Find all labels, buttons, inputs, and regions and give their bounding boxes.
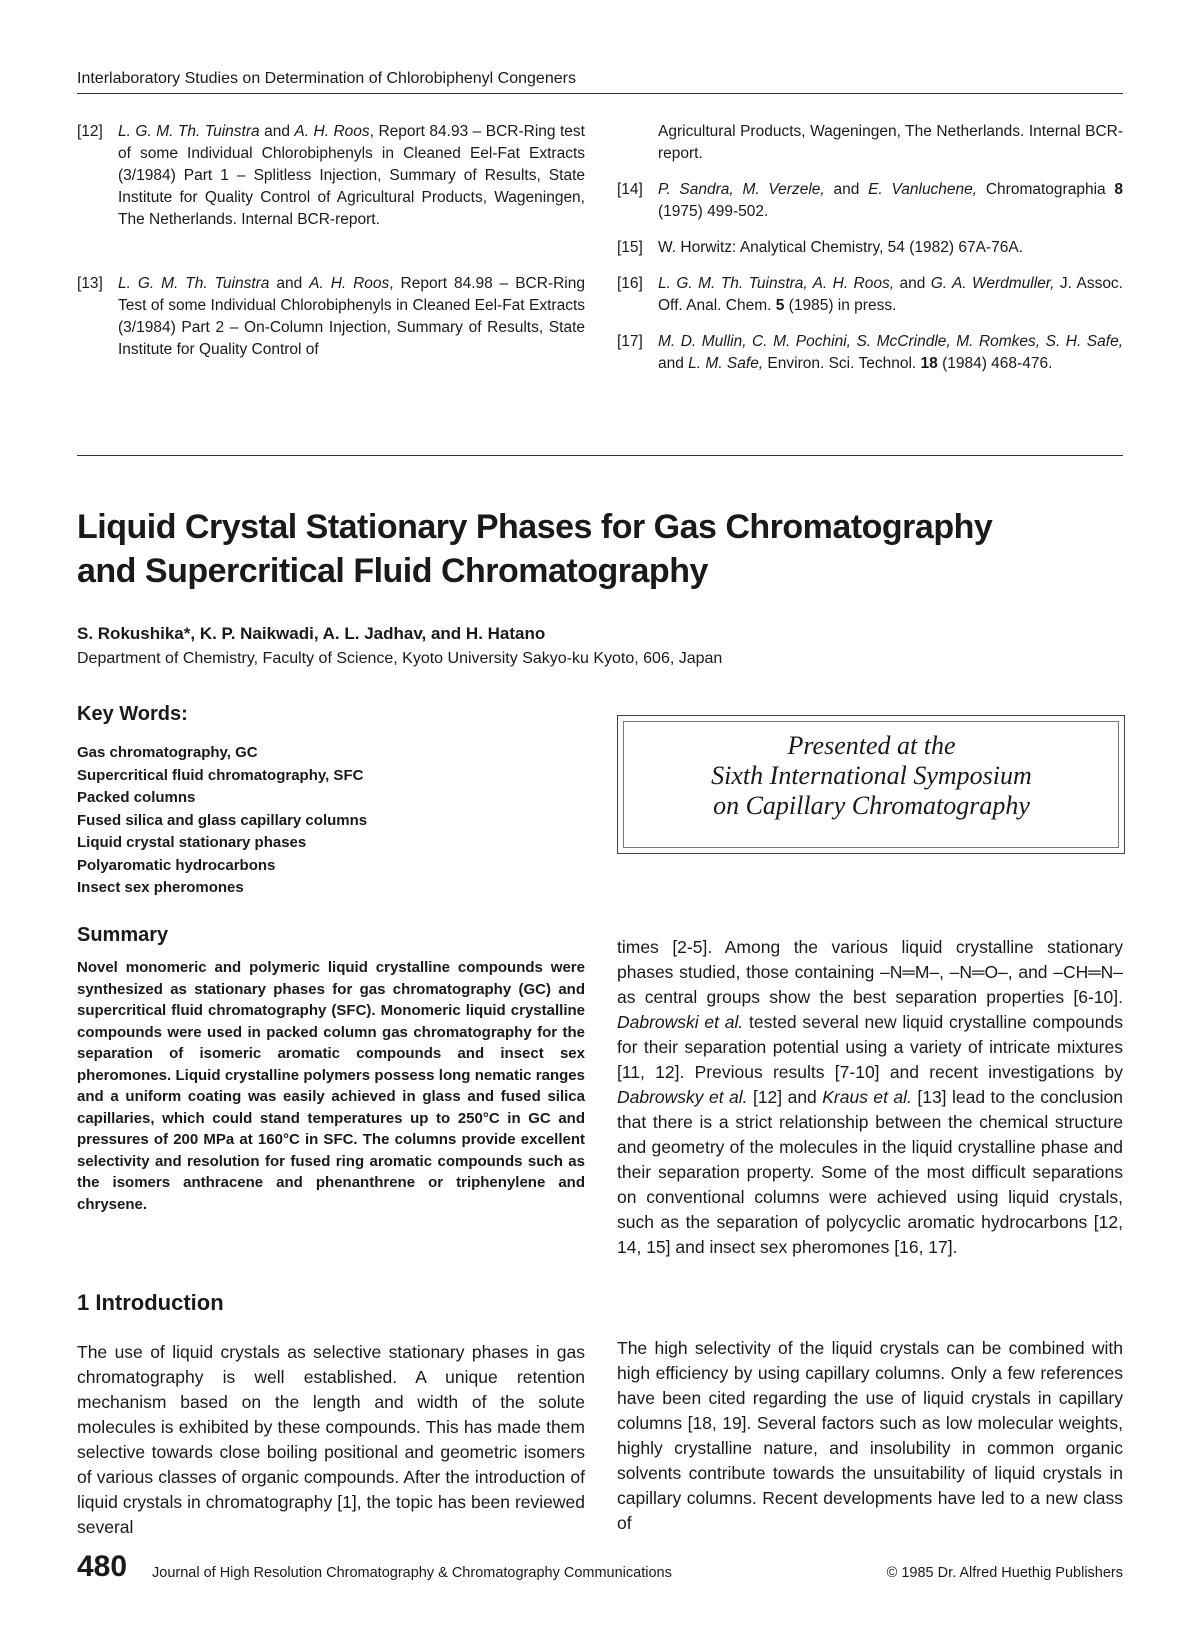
reference-and: and [269,275,310,292]
cited-authors: Kraus et al. [822,1087,912,1107]
reference-15 [617,237,1123,259]
body-paragraph [617,935,1123,1260]
symposium-line: Sixth International Symposium [711,761,1032,790]
symposium-note [617,731,1126,821]
reference-details: Environ. Sci. Technol. [763,355,921,372]
key-word: Polyaromatic hydrocarbons [77,856,276,874]
header-rule [77,93,1123,94]
reference-number: [13] [77,275,103,292]
references-right [617,121,1123,389]
reference-details: (1985) in press. [784,297,897,314]
reference-details: (1984) 468-476. [937,355,1053,372]
reference-16 [617,273,1123,317]
key-word: Supercritical fluid chromatography, SFC [77,766,364,784]
references-left [77,121,585,375]
reference-details: Chromatographia [977,181,1115,198]
reference-text [118,121,585,231]
reference-text [658,331,1123,375]
author-affiliation: Department of Chemistry, Faculty of Science, Kyoto University Sakyo-ku Kyoto, 606, Japan [77,650,723,667]
reference-number: [17] [617,333,643,350]
reference-authors: P. Sandra, M. Verzele, [658,181,825,198]
reference-13 [77,273,585,361]
article-title [77,505,1137,593]
reference-text [118,273,585,361]
page-number: 480 [77,1550,128,1583]
running-header: Interlaboratory Studies on Determination of Chlorobiphenyl Congeners [77,70,576,87]
summary-heading: Summary [77,924,169,946]
reference-number: [16] [617,275,643,292]
reference-authors: L. G. M. Th. Tuinstra, A. H. Roos, [658,275,895,292]
reference-authors: A. H. Roos [294,123,370,140]
key-words-list [77,742,367,900]
introduction-text: The use of liquid crystals as selective stationary phases in gas chromatography is well established. A unique retention mechanism based on the length and width of the solute molecules is exhibited by these compounds. This has made them selective towards close boiling positional and geometric isomers of various classes of organic compounds. After the introduction of liquid crystals in chromatography [1], the topic has been reviewed several [77,1342,585,1537]
reference-and: and [259,123,295,140]
reference-authors: M. D. Mullin, C. M. Pochini, S. McCrindle, M. Romkes, S. H. Safe, [658,333,1123,350]
reference-details: (1975) 499-502. [658,203,769,220]
reference-number: [15] [617,239,643,256]
reference-text [658,179,1123,223]
reference-authors: A. H. Roos [309,275,390,292]
title-line: Liquid Crystal Stationary Phases for Gas Chromatography [77,508,993,546]
reference-text [658,273,1123,317]
article-authors: S. Rokushika*, K. P. Naikwadi, A. L. Jadhav, and H. Hatano [77,624,546,643]
key-word: Insect sex pheromones [77,879,244,896]
reference-authors: G. A. Werdmuller, [930,275,1055,292]
key-word: Packed columns [77,789,196,806]
cited-authors: Dabrowski et al. [617,1012,744,1032]
body-text: tested several new liquid crystalline compounds for their separation potential using a variety of intricate mixtures [11, 12]. Previous results [7-10] and recent investigations by [617,1012,1123,1082]
reference-volume: 5 [775,297,785,314]
reference-authors: E. Vanluchene, [868,181,978,198]
body-text: [12] and [747,1087,823,1107]
body-text: [13] lead to the conclusion that there is a strict relationship between the chemical structure and geometry of the molecules in the liquid crystalline phase and their separation property. Some of the most difficult separations on conventional columns were achieved using liquid crystals, such as the separation of polycyclic aromatic hydrocarbons [12, 14, 15] and insect sex pheromones [16, 17]. [617,1087,1123,1257]
reference-volume: 18 [920,355,938,372]
body-paragraph: The high selectivity of the liquid crystals can be combined with high efficiency by using capillary columns. Only a few references have been cited regarding the use of liquid crystals in capillary columns [18, 19]. Several factors such as low molecular weights, highly crystalline nature, and insolubility in common organic solvents contribute towards the unsuitability of liquid crystals in capillary columns. Recent developments have led to a new class of [617,1338,1123,1533]
copyright: © 1985 Dr. Alfred Huethig Publishers [886,1565,1123,1581]
body-text: times [2-5]. Among the various liquid crystalline stationary phases studied, those containing –N═M–, –N═O–, and –CH═N– as central groups show the best separation properties [6-10]. [617,937,1123,1007]
cited-authors: Dabrowsky et al. [617,1087,748,1107]
summary-text: Novel monomeric and polymeric liquid crystalline compounds were synthesized as stationary phases for gas chromatography (GC) and supercritical fluid chromatography (SFC). Monomeric liquid crystalline compounds were used in packed column gas chromatography for the separation of isomeric aromatic compounds and insect sex pheromones. Liquid crystalline polymers possess long nematic ranges and a uniform coating was easily achieved in glass and fused silica capillaries, which could stand temperatures up to 250°C in GC and pressures of 200 MPa at 160°C in SFC. The columns provide excellent selectivity and resolution for fused ring aromatic compounds such as the isomers anthracene and phenanthrene or triphenylene and chrysene. [77,959,585,1213]
symposium-line: on Capillary Chromatography [713,791,1030,820]
reference-details: , Report 84.98 – BCR-Ring Test of some Individual Chlorobiphenyls in Cleaned Eel-Fat Extracts (3/1984) Part 2 – On-Column Injection, Summary of Results, State Institute for Quality Control of [118,275,585,358]
reference-text: W. Horwitz: Analytical Chemistry, 54 (1982) 67A-76A. [658,239,1023,256]
reference-details: , Report 84.93 – BCR-Ring test of some Individual Chlorobiphenyls in Cleaned Eel-Fat Extracts (3/1984) Part 1 – Splitless Injection, Summary of Results, State Institute for Quality Control of Agricultural Products, Wageningen, The Netherlands. Internal BCR-report. [118,123,585,228]
reference-17 [617,331,1123,375]
article-separator-rule [77,455,1123,456]
reference-13-continued: Agricultural Products, Wageningen, The Netherlands. Internal BCR-report. [658,123,1123,162]
reference-number: [12] [77,123,103,140]
reference-14 [617,179,1123,223]
reference-authors: L. G. M. Th. Tuinstra [118,275,270,292]
reference-12 [77,121,585,231]
key-word: Liquid crystal stationary phases [77,834,307,851]
reference-volume: 8 [1114,181,1124,198]
spacer [77,245,585,273]
title-line: and Supercritical Fluid Chromatography [77,552,708,590]
reference-number: [14] [617,181,643,198]
reference-and: and [658,355,689,372]
journal-name: Journal of High Resolution Chromatography & Chromatography Communications [152,1565,672,1581]
reference-and: and [824,181,869,198]
key-words-heading: Key Words: [77,703,188,725]
reference-authors: L. G. M. Th. Tuinstra [118,123,260,140]
reference-and: and [894,275,931,292]
symposium-line: Presented at the [787,731,956,760]
introduction-heading: 1 Introduction [77,1290,224,1315]
reference-details: J. Assoc. Off. Anal. Chem. [658,275,1123,314]
key-word: Fused silica and glass capillary columns [77,811,368,829]
key-word: Gas chromatography, GC [77,744,258,761]
reference-authors: L. M. Safe, [688,355,764,372]
